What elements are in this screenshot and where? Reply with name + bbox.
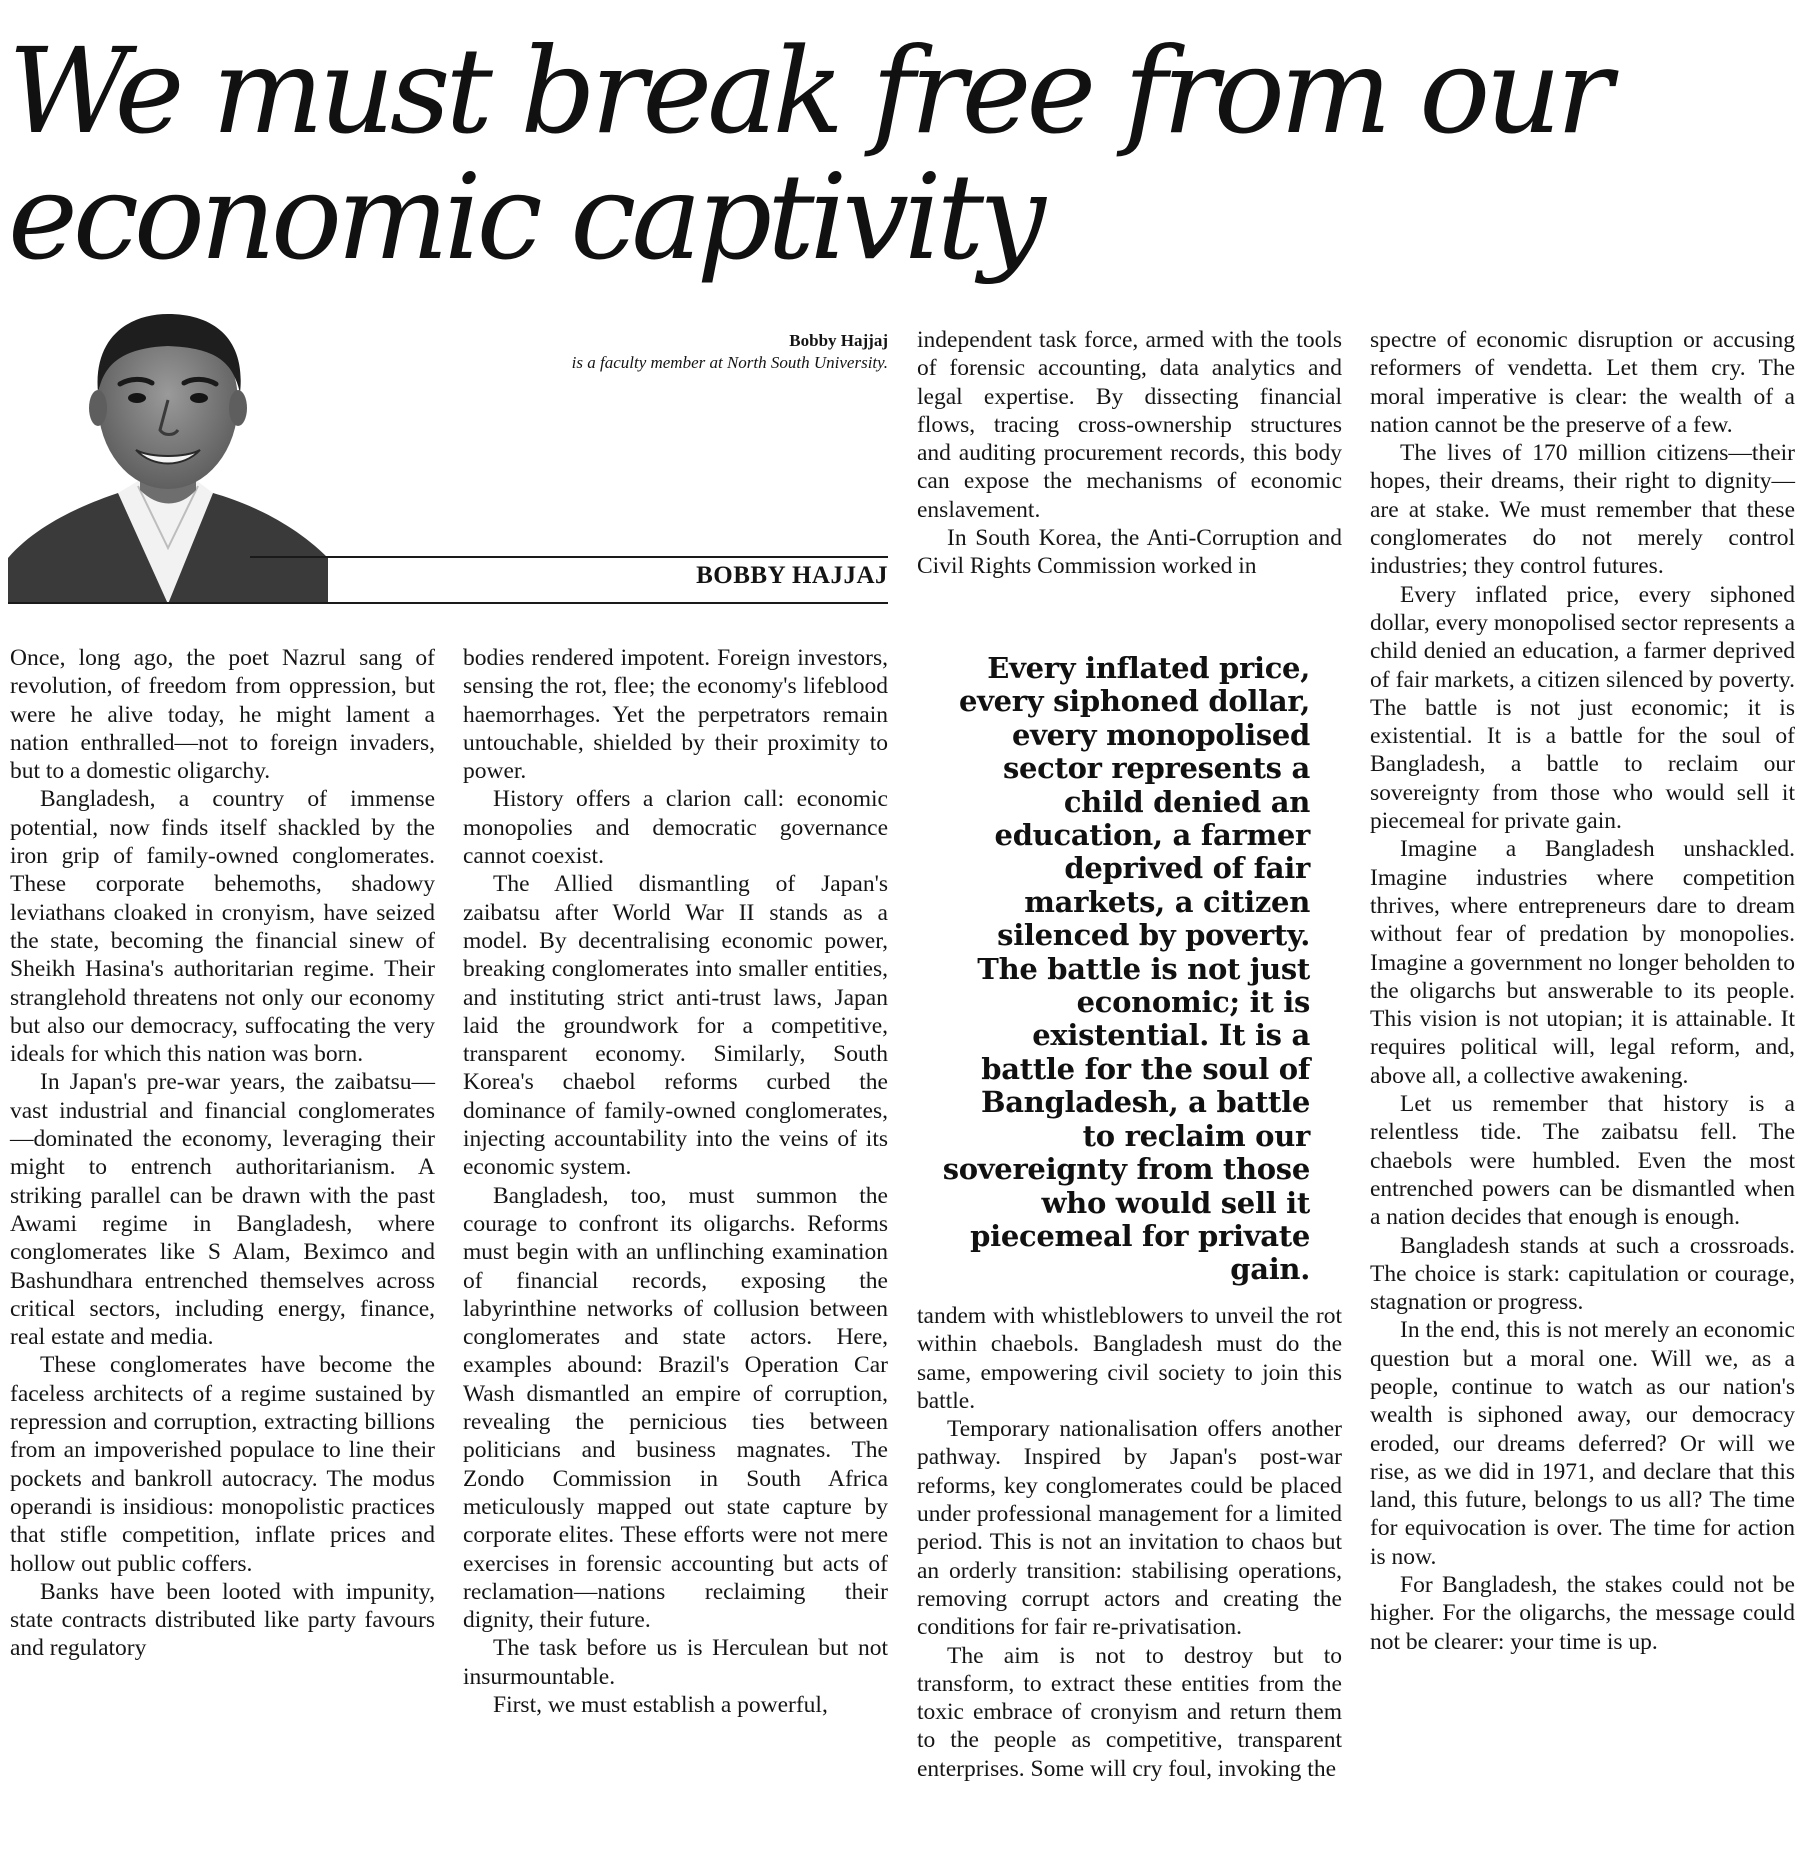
author-portrait — [8, 308, 328, 604]
paragraph: The lives of 170 million citizens—their hopes, their dreams, their right to dignity—are at stake. We must remember that these conglomerates do not merely control industries; they control futures. — [1370, 440, 1795, 580]
article-column-2 — [463, 644, 888, 1719]
paragraph: The aim is not to destroy but to transform, to extract these entities from the toxic embrace of cronyism and return them to the people as competitive, transparent enterprises. Some will cry foul, invoking the — [917, 1642, 1342, 1782]
headline: We must break free from our economic captivity — [8, 22, 1608, 286]
byline-divider-top — [250, 556, 888, 558]
article-column-3-bottom — [917, 1302, 1342, 1783]
paragraph: In the end, this is not merely an economic question but a moral one. Will we, as a people, continue to watch as our nation's wealth is siphoned away, our democracy eroded, our dreams deferred? Or will we rise, as we did in 1971, and declare that this land, this future, belongs to us all? The time for equivocation is over. The time for action is now. — [1370, 1317, 1795, 1570]
byline-divider-bottom — [8, 602, 888, 604]
paragraph: spectre of economic disruption or accusing reformers of vendetta. Let them cry. The moral imperative is clear: the wealth of a nation cannot be the preserve of a few. — [1370, 327, 1795, 438]
byline-description: is a faculty member at North South University. — [571, 353, 888, 372]
paragraph: bodies rendered impotent. Foreign investors, sensing the rot, flee; the economy's lifeblood haemorrhages. Yet the perpetrators remain untouchable, shielded by their proximity to power. — [463, 645, 888, 785]
paragraph: History offers a clarion call: economic monopolies and democratic governance cannot coexist. — [463, 786, 888, 870]
paragraph: Bangladesh, too, must summon the courage to confront its oligarchs. Reforms must begin with an unflinching examination of financial records, exposing the labyrinthine networks of collusion between conglomerates and state actors. Here, examples abound: Brazil's Operation Car Wash dismantled an empire of corruption, revealing the pernicious ties between politicians and business magnates. The Zondo Commission in South Africa meticulously mapped out state capture by corporate elites. These efforts were not mere exercises in forensic accounting but acts of reclamation—nations reclaiming their dignity, their future. — [463, 1182, 888, 1634]
article-column-3-top — [917, 326, 1342, 581]
paragraph: Banks have been looted with impunity, state contracts distributed like party favours and regulatory — [10, 1578, 435, 1662]
paragraph: In Japan's pre-war years, the zaibatsu—vast industrial and financial conglomerates—dominated the economy, leveraging their might to entrench authoritarianism. A striking parallel can be drawn with the past Awami regime in Bangladesh, where conglomerates like S Alam, Beximco and Bashundhara entrenched themselves across critical sectors, including energy, finance, real estate and media. — [10, 1069, 435, 1351]
article-column-4 — [1370, 326, 1795, 1656]
paragraph: Temporary nationalisation offers another pathway. Inspired by Japan's post-war reforms, key conglomerates could be placed under professional management for a limited period. This is not an invitation to chaos but an orderly transition: stabilising operations, removing corrupt actors and creating the conditions for fair re-privatisation. — [917, 1416, 1342, 1641]
paragraph: Imagine a Bangladesh unshackled. Imagine industries where competition thrives, where entrepreneurs dare to dream without fear of predation by monopolies. Imagine a government no longer beholden to the oligarchs but answerable to its people. This vision is not utopian; it is attainable. It requires political will, legal reform, and, above all, a collective awakening. — [1370, 836, 1795, 1089]
byline-name: Bobby Hajjaj — [789, 331, 888, 350]
paragraph: Once, long ago, the poet Nazrul sang of revolution, of freedom from oppression, but were he alive today, he might lament a nation enthralled—not to foreign invaders, but to a domestic oligarchy. — [10, 645, 435, 785]
paragraph: Bangladesh, a country of immense potential, now finds itself shackled by the iron grip of family-owned conglomerates. These corporate behemoths, shadowy leviathans cloaked in cronyism, have seized the state, becoming the financial sinew of Sheikh Hasina's authoritarian regime. Their stranglehold threatens not only our economy but also our democracy, suffocating the very ideals for which this nation was born. — [10, 786, 435, 1068]
paragraph: The Allied dismantling of Japan's zaibatsu after World War II stands as a model. By decentralising economic power, breaking conglomerates into smaller entities, and instituting strict anti-trust laws, Japan laid the groundwork for a competitive, transparent economy. Similarly, South Korea's chaebol reforms curbed the dominance of family-owned conglomerates, injecting accountability into the veins of its economic system. — [463, 871, 888, 1181]
paragraph: Let us remember that history is a relentless tide. The zaibatsu fell. The chaebols were humbled. Even the most entrenched powers can be dismantled when a nation decides that enough is enough. — [1370, 1091, 1795, 1231]
paragraph: Bangladesh stands at such a crossroads. The choice is stark: capitulation or courage, stagnation or progress. — [1370, 1232, 1795, 1316]
paragraph: These conglomerates have become the faceless architects of a regime sustained by repression and corruption, extracting billions from an impoverished populace to line their pockets and bankroll autocracy. The modus operandi is insidious: monopolistic practices that stifle competition, inflate prices and hollow out public coffers. — [10, 1352, 435, 1577]
paragraph: The task before us is Herculean but not insurmountable. — [463, 1635, 888, 1690]
author-name-caps: BOBBY HAJJAJ — [696, 562, 888, 589]
paragraph: First, we must establish a powerful, — [493, 1691, 828, 1718]
article-column-1 — [10, 644, 435, 1663]
pull-quote: Every inflated price, every siphoned dollar, every monopolised sector represents a child denied an education, a farmer deprived of fair markets, a citizen silenced by poverty. The battle is not just economic; it is existential. It is a battle for the soul of Bangladesh, a battle to reclaim our sovereignty from those who would sell it piecemeal for private gain. — [942, 651, 1310, 1287]
paragraph: For Bangladesh, the stakes could not be higher. For the oligarchs, the message could not be clearer: your time is up. — [1370, 1572, 1795, 1655]
paragraph: independent task force, armed with the tools of forensic accounting, data analytics and legal expertise. By dissecting financial flows, tracing cross-ownership structures and auditing procurement records, this body can expose the mechanisms of economic enslavement. — [917, 327, 1342, 523]
paragraph: In South Korea, the Anti-Corruption and Civil Rights Commission worked in — [917, 525, 1342, 580]
paragraph: Every inflated price, every siphoned dollar, every monopolised sector represents a child denied an education, a farmer deprived of fair markets, a citizen silenced by poverty. The battle is not just economic; it is existential. It is a battle for the soul of Bangladesh, a battle to reclaim our sovereignty from those who would sell it piecemeal for private gain. — [1370, 581, 1795, 835]
byline — [340, 330, 888, 374]
paragraph: tandem with whistleblowers to unveil the rot within chaebols. Bangladesh must do the same, empowering civil society to join this battle. — [917, 1303, 1342, 1414]
